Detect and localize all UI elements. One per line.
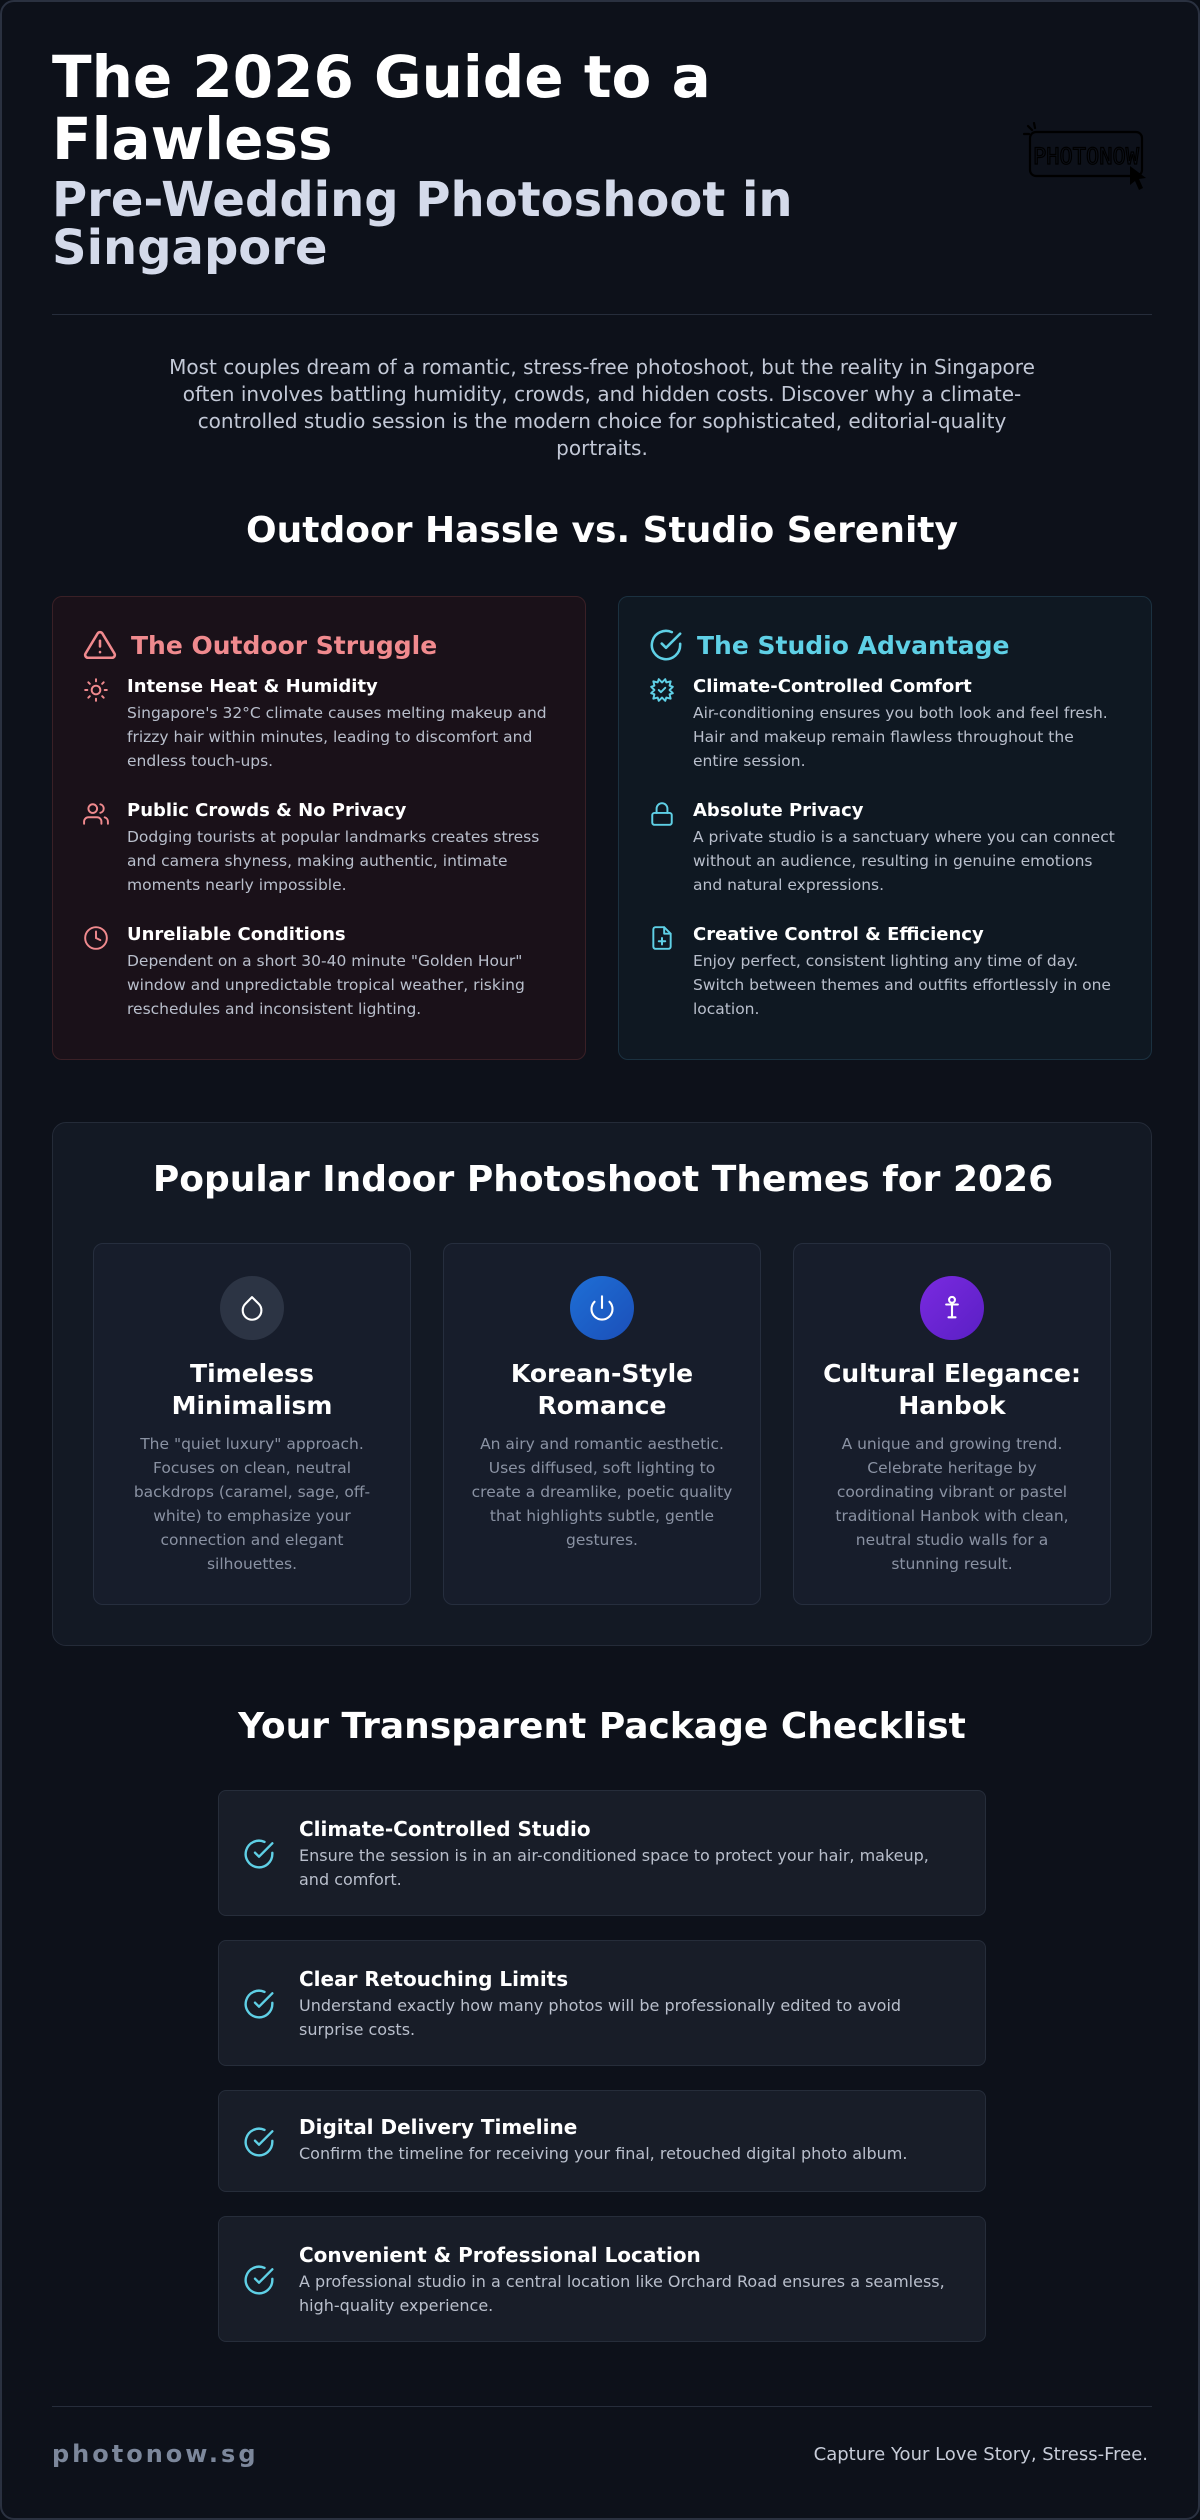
item-desc: Dodging tourists at popular landmarks creates stress and camera shyness, making authentic, intimate moments nearly impossible.	[127, 828, 540, 894]
check-circle-icon	[243, 1838, 275, 1870]
outdoor-heading: The Outdoor Struggle	[131, 630, 438, 660]
studio-advantage-card	[618, 596, 1152, 1060]
outdoor-item	[83, 675, 555, 773]
theme-card	[793, 1243, 1111, 1605]
item-title: Public Crowds & No Privacy	[127, 800, 407, 821]
item-desc: Air-conditioning ensures you both look and feel fresh. Hair and makeup remain flawless throughout the entire session.	[693, 704, 1108, 770]
checklist-item	[218, 2090, 986, 2192]
studio-item	[649, 675, 1121, 773]
theme-title: Cultural Elegance: Hanbok	[823, 1359, 1081, 1420]
header	[52, 43, 1152, 276]
item-title: Unreliable Conditions	[127, 924, 346, 945]
item-title: Absolute Privacy	[693, 800, 864, 821]
item-title: Climate-Controlled Comfort	[693, 676, 972, 697]
sun-icon	[83, 677, 109, 703]
outdoor-struggle-card	[52, 596, 586, 1060]
file-plus-icon	[649, 925, 675, 951]
item-title: Creative Control & Efficiency	[693, 924, 984, 945]
checklist-item	[218, 2216, 986, 2342]
theme-card	[93, 1243, 411, 1605]
footer-brand-link[interactable]: photonow.sg	[52, 2440, 259, 2468]
warning-triangle-icon	[83, 628, 117, 662]
comparison-title: Outdoor Hassle vs. Studio Serenity	[246, 510, 958, 551]
theme-card	[443, 1243, 761, 1605]
themes-section	[52, 1122, 1152, 1646]
intro-paragraph: Most couples dream of a romantic, stress-free photoshoot, but the reality in Singapore often involves battling humidity, crowds, and hidden costs. Discover why a climate-controlled studio session is the modern choice for sophisticated, editorial-quality portraits.	[169, 355, 1035, 460]
check-circle-icon	[649, 628, 683, 662]
theme-title: Korean-Style Romance	[510, 1359, 694, 1420]
studio-item	[649, 923, 1121, 1021]
lock-icon	[649, 801, 675, 827]
power-icon	[570, 1276, 634, 1340]
clock-icon	[83, 925, 109, 951]
page-subtitle: Pre-Wedding Photoshoot in Singapore	[52, 172, 793, 276]
theme-desc: A unique and growing trend. Celebrate heritage by coordinating vibrant or pastel traditional Hanbok with clean, neutral studio walls for a stunning result.	[835, 1435, 1069, 1573]
checklist-item-desc: Confirm the timeline for receiving your final, retouched digital photo album.	[299, 2144, 908, 2163]
theme-title: Timeless Minimalism	[171, 1359, 333, 1420]
check-circle-icon	[243, 1988, 275, 2020]
droplet-icon	[220, 1276, 284, 1340]
theme-desc: An airy and romantic aesthetic. Uses diffused, soft lighting to create a dreamlike, poetic quality that highlights subtle, gentle gestures.	[471, 1435, 733, 1549]
studio-item	[649, 799, 1121, 897]
snowflake-icon	[649, 677, 675, 703]
check-circle-icon	[243, 2264, 275, 2296]
person-icon	[920, 1276, 984, 1340]
item-desc: Singapore's 32°C climate causes melting makeup and frizzy hair within minutes, leading to discomfort and endless touch-ups.	[127, 704, 547, 770]
checklist-title: Your Transparent Package Checklist	[238, 1706, 966, 1747]
checklist-item	[218, 1940, 986, 2066]
svg-text:PHOTONOW: PHOTONOW	[1033, 145, 1139, 170]
checklist-item	[218, 1790, 986, 1916]
item-desc: Enjoy perfect, consistent lighting any time of day. Switch between themes and outfits effortlessly in one location.	[693, 952, 1111, 1018]
header-divider	[52, 314, 1152, 315]
themes-title: Popular Indoor Photoshoot Themes for 2026	[152, 1159, 1054, 1200]
studio-heading: The Studio Advantage	[697, 630, 1010, 660]
item-desc: A private studio is a sanctuary where you can connect without an audience, resulting in genuine emotions and natural expressions.	[693, 828, 1115, 894]
outdoor-item	[83, 799, 555, 897]
theme-desc: The "quiet luxury" approach. Focuses on clean, neutral backdrops (caramel, sage, off-white) to emphasize your connection and elegant silhouettes.	[133, 1435, 371, 1573]
footer-divider	[52, 2406, 1152, 2407]
checklist-item-title: Convenient & Professional Location	[299, 2243, 701, 2267]
checklist-item-desc: A professional studio in a central location like Orchard Road ensures a seamless, high-quality experience.	[299, 2272, 945, 2315]
check-circle-icon	[243, 2126, 275, 2158]
outdoor-item	[83, 923, 555, 1021]
page-title: The 2026 Guide to a Flawless	[52, 43, 711, 173]
checklist-item-title: Digital Delivery Timeline	[299, 2115, 578, 2139]
photonow-logo[interactable]	[1022, 122, 1152, 192]
item-desc: Dependent on a short 30-40 minute "Golden Hour" window and unpredictable tropical weather, risking reschedules and inconsistent lighting.	[127, 952, 525, 1018]
checklist-item-title: Clear Retouching Limits	[299, 1967, 569, 1991]
checklist-item-desc: Ensure the session is in an air-conditioned space to protect your hair, makeup, and comfort.	[299, 1846, 929, 1889]
users-icon	[83, 801, 109, 827]
checklist-item-desc: Understand exactly how many photos will be professionally edited to avoid surprise costs.	[299, 1996, 902, 2039]
footer-tagline: Capture Your Love Story, Stress-Free.	[813, 2444, 1148, 2465]
checklist-item-title: Climate-Controlled Studio	[299, 1817, 591, 1841]
item-title: Intense Heat & Humidity	[127, 676, 378, 697]
